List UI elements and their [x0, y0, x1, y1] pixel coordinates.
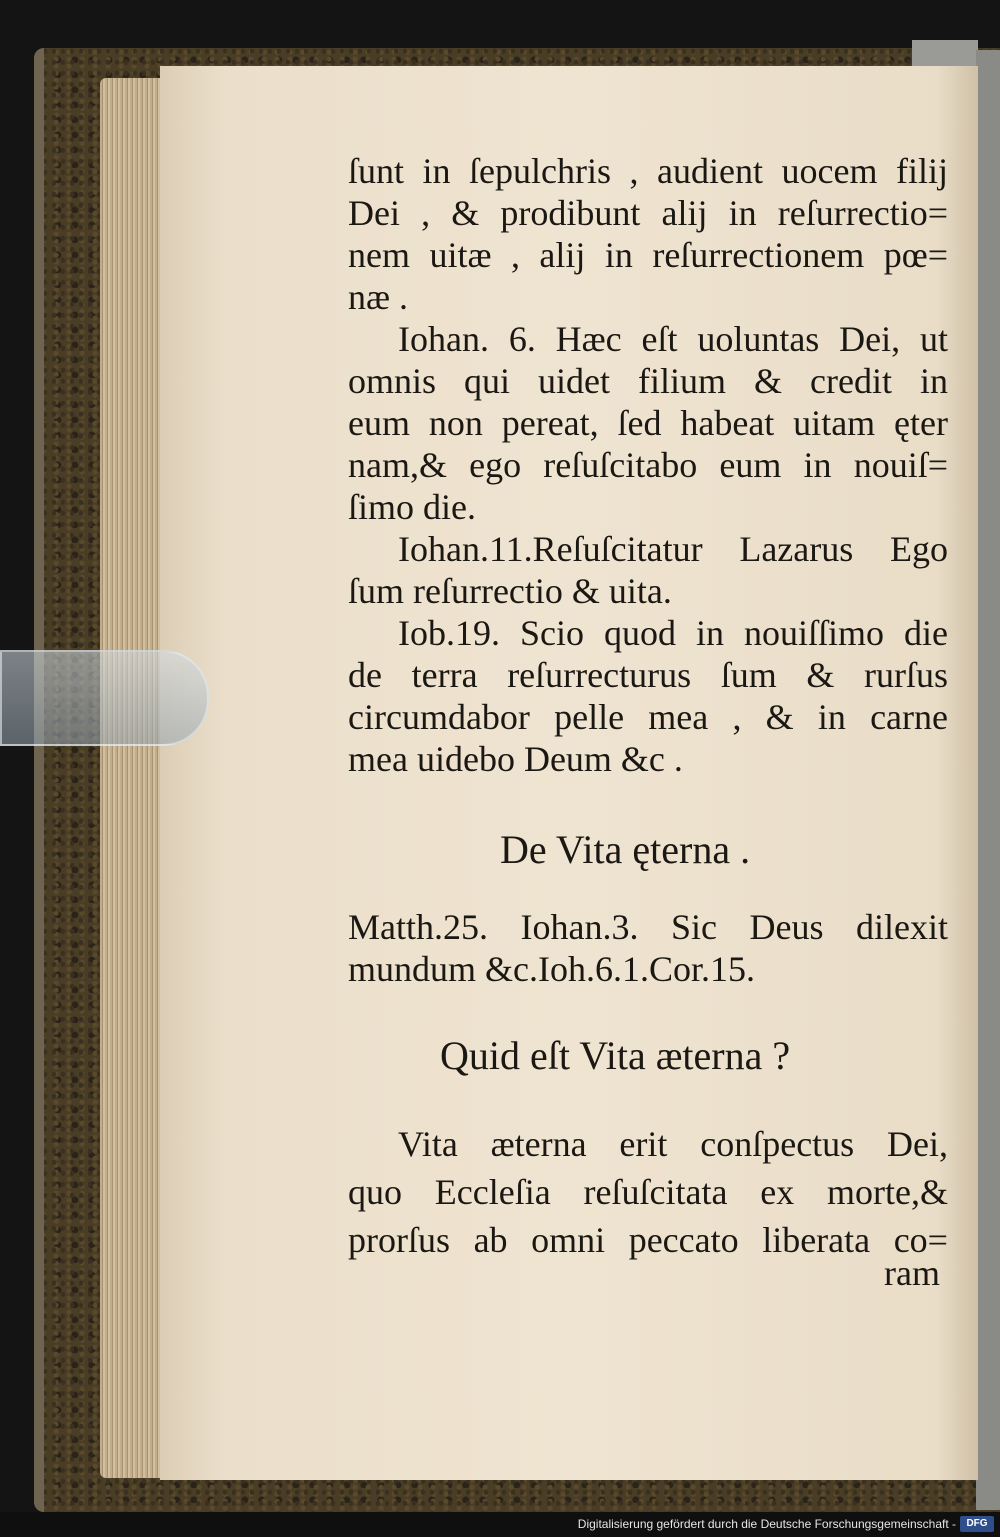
text-line: omnis qui uidet filium & credit in — [348, 361, 948, 401]
text-line: Iohan. 6. Hæc eſt uoluntas Dei, ut — [398, 319, 948, 359]
cover-rim — [34, 48, 44, 1512]
section-heading: De Vita ęterna . — [500, 827, 751, 872]
text-line: ſunt in ſepulchris , audient uocem filij — [348, 151, 948, 191]
answer-text — [348, 1120, 948, 1264]
text-line: ſimo die. — [348, 487, 476, 527]
text-line: ſum reſurrectio & uita. — [348, 571, 672, 611]
question-heading: Quid eſt Vita æterna ? — [440, 1033, 791, 1078]
text-line: Vita æterna erit conſpectus Dei, — [398, 1124, 948, 1164]
main-text — [348, 150, 948, 780]
reference-text — [348, 906, 948, 990]
text-line: nam,& ego reſuſcitabo eum in nouiſ= — [348, 445, 948, 485]
facing-page-edge — [976, 50, 1000, 1510]
text-line: Matth.25. Iohan.3. Sic Deus dilexit — [348, 907, 948, 947]
text-line: næ . — [348, 277, 409, 317]
text-line: prorſus ab omni peccato liberata co= — [348, 1220, 948, 1260]
text-line: Iob.19. Scio quod in nouiſſimo die — [398, 613, 948, 653]
catchword: ram — [884, 1253, 940, 1293]
text-line: eum non pereat, ſed habeat uitam ęter — [348, 403, 948, 443]
text-line: mundum &c.Ioh.6.1.Cor.15. — [348, 949, 755, 989]
text-line: nem uitæ , alij in reſurrectionem pœ= — [348, 235, 948, 275]
text-line: Iohan.11.Reſuſcitatur Lazarus Ego — [398, 529, 948, 569]
text-line: mea uidebo Deum &c . — [348, 739, 683, 779]
page-clip — [0, 650, 209, 746]
text-line: de terra reſurrecturus ſum & rurſus — [348, 655, 948, 695]
text-line: quo Eccleſia reſuſcitata ex morte,& — [348, 1172, 948, 1212]
dfg-logo: DFG — [960, 1516, 994, 1532]
text-line: circumdabor pelle mea , & in carne — [348, 697, 948, 737]
funding-credit: Digitalisierung gefördert durch die Deutsche Forschungsgemeinschaft - — [577, 1517, 956, 1531]
page-edges — [100, 78, 164, 1478]
text-line: Dei , & prodibunt alij in reſurrectio= — [348, 193, 948, 233]
